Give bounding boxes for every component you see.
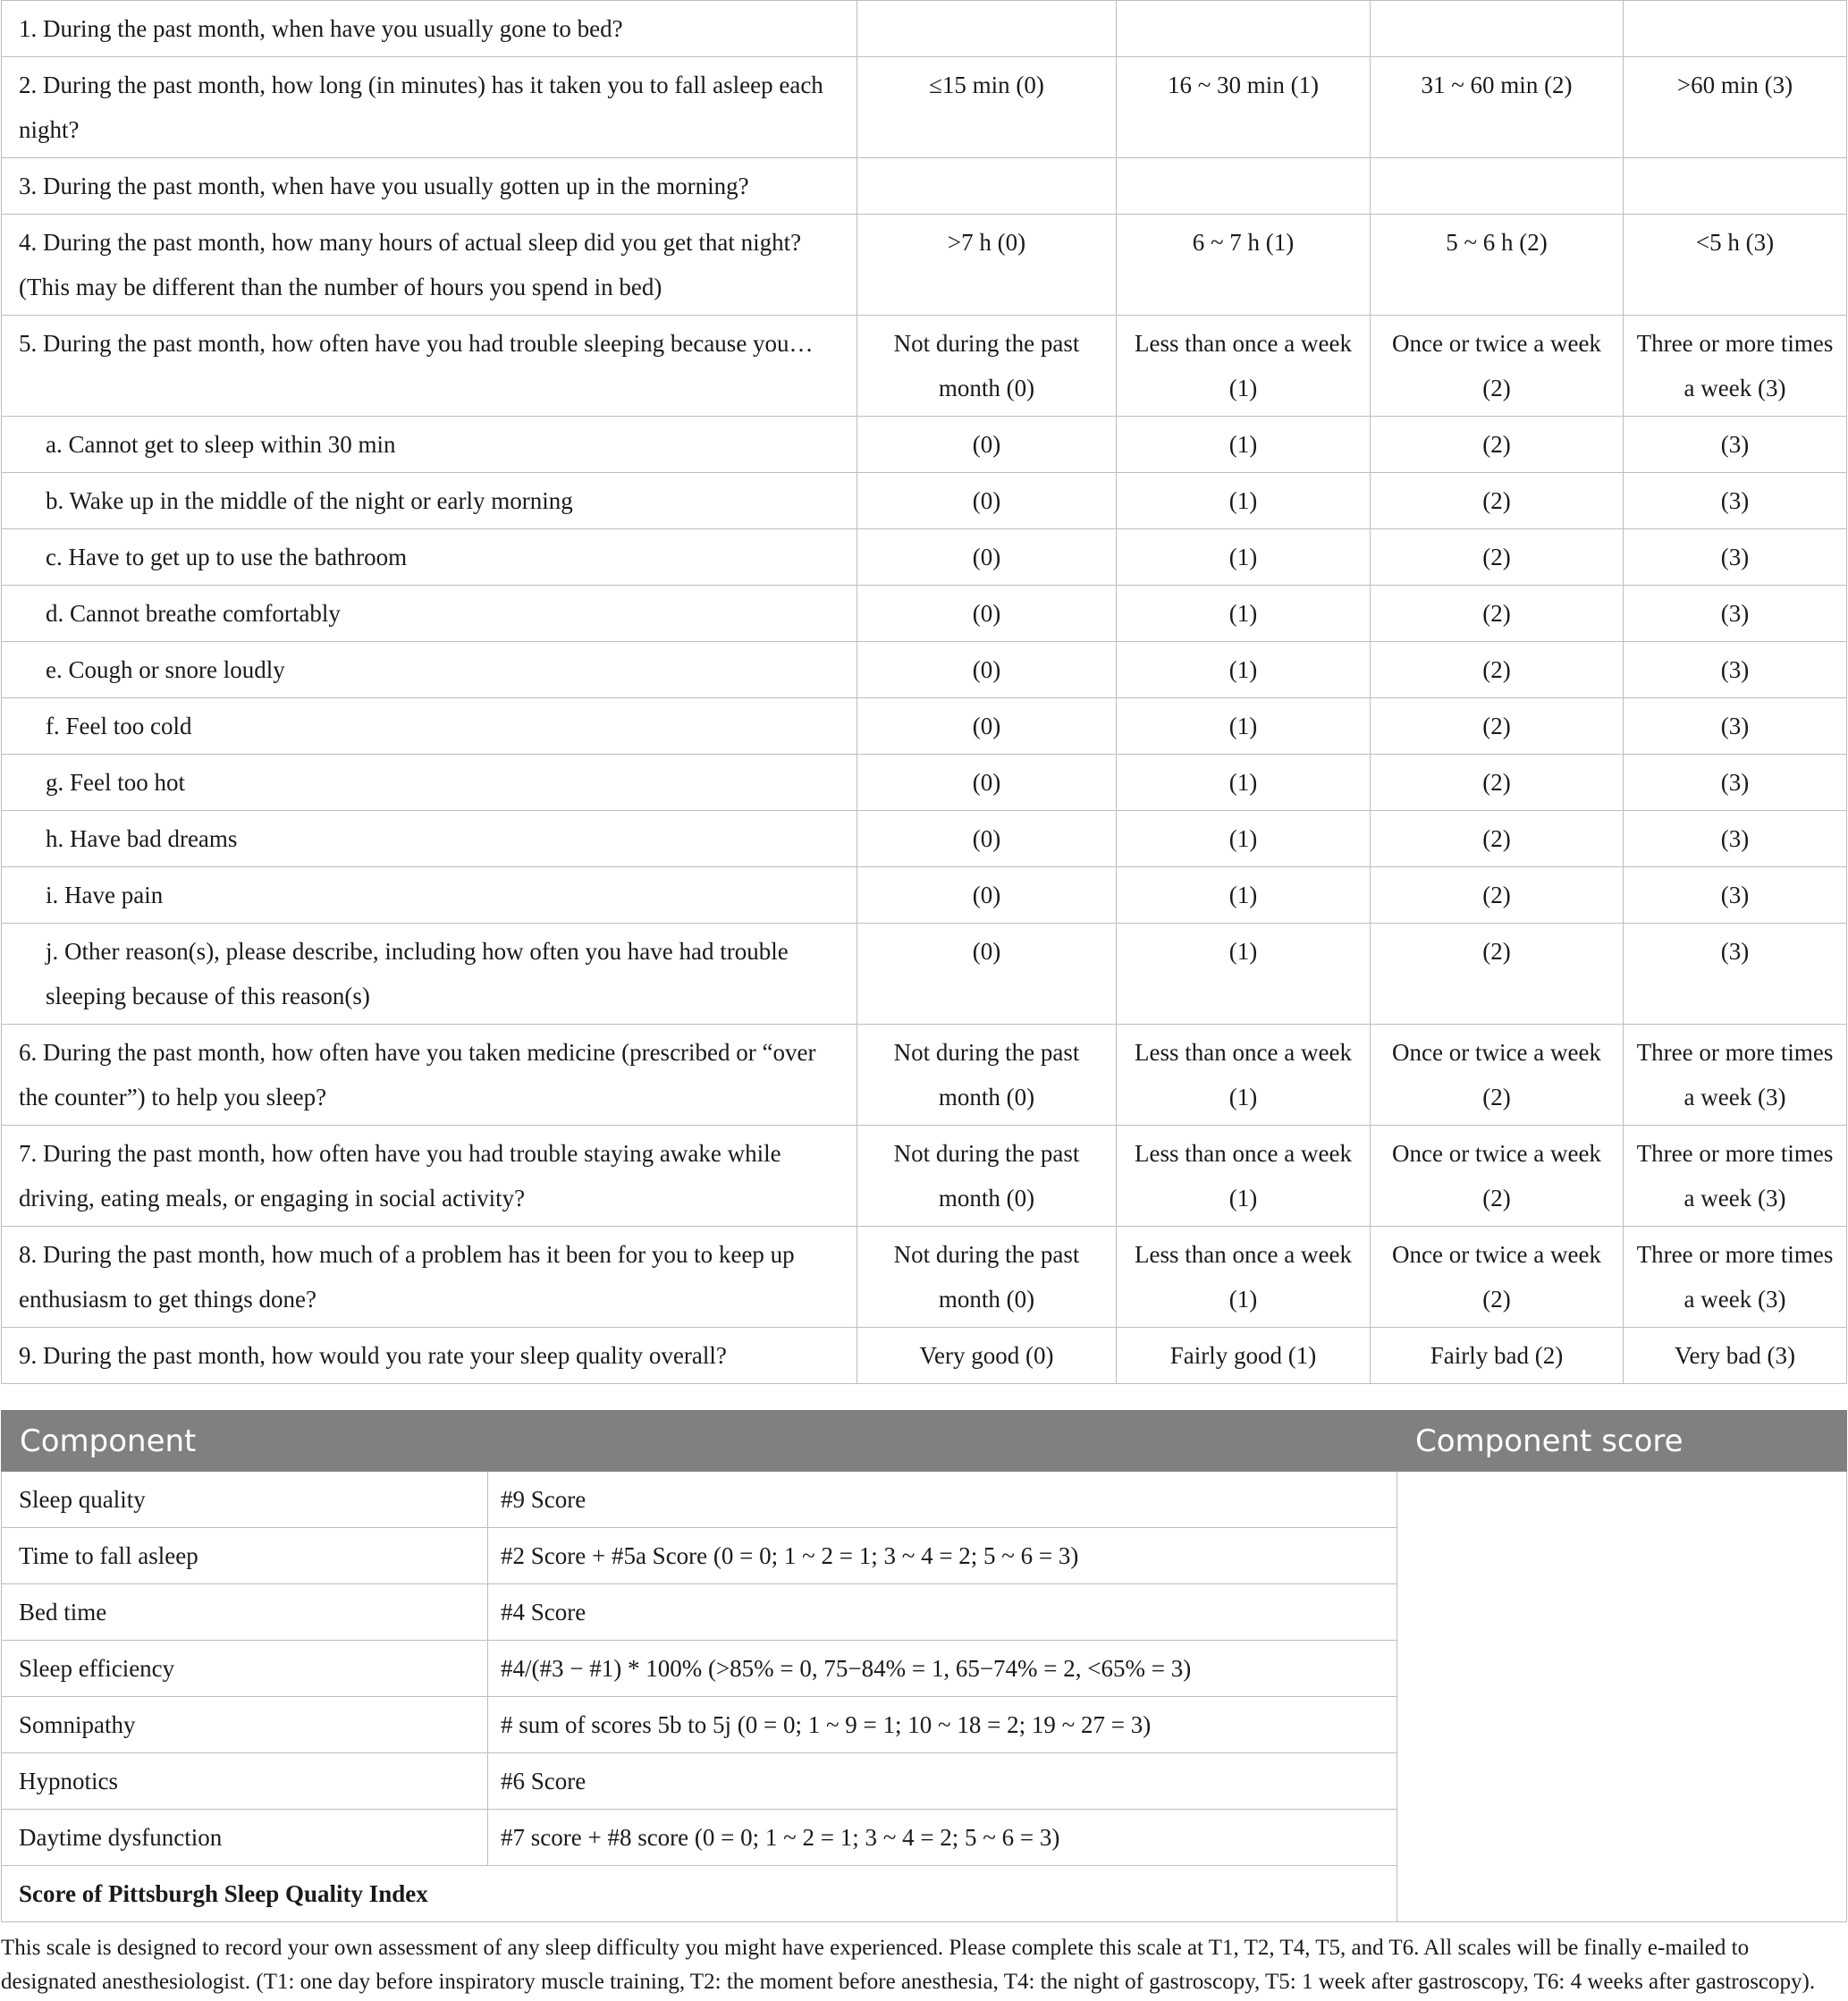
answer-option: (2) xyxy=(1371,811,1624,867)
answer-option: Once or twice a week (2) xyxy=(1371,1025,1624,1126)
question-text: h. Have bad dreams xyxy=(2,811,857,867)
answer-option: Not during the past month (0) xyxy=(857,1126,1117,1227)
component-name: Sleep quality xyxy=(2,1472,488,1528)
answer-option: (1) xyxy=(1117,924,1371,1025)
answer-option xyxy=(1624,1,1847,57)
question-row xyxy=(2,1126,1847,1227)
answer-option: Less than once a week (1) xyxy=(1117,1025,1371,1126)
scoring-row xyxy=(2,1472,1847,1528)
answer-option xyxy=(1371,1,1624,57)
answer-option: (2) xyxy=(1371,867,1624,924)
answer-option xyxy=(857,1,1117,57)
scoring-method: #7 score + #8 score (0 = 0; 1 ~ 2 = 1; 3 ~ 4 = 2; 5 ~ 6 = 3) xyxy=(488,1810,1397,1866)
question-text: e. Cough or snore loudly xyxy=(2,642,857,698)
answer-option: (2) xyxy=(1371,417,1624,473)
question-text: f. Feel too cold xyxy=(2,698,857,755)
question-row xyxy=(2,1227,1847,1328)
answer-option: <5 h (3) xyxy=(1624,215,1847,316)
footnote: This scale is designed to record your own assessment of any sleep difficulty you might have experienced. Please complete this scale at T1, T2, T4, T5, and T6. All scales will be finally e-mailed to designated anesthesiologist. (T1: one day before inspiratory muscle training, T2: the moment before anesthesia, T4: the night of gastroscopy, T5: 1 week after gastroscopy, T6: 4 weeks after gastroscopy). xyxy=(1,1936,1816,1994)
answer-option: (0) xyxy=(857,586,1117,642)
scoring-method: #4 Score xyxy=(488,1584,1397,1641)
answer-option: (0) xyxy=(857,529,1117,586)
question-row xyxy=(2,698,1847,755)
answer-option: (2) xyxy=(1371,642,1624,698)
answer-option: (3) xyxy=(1624,698,1847,755)
answer-option: (2) xyxy=(1371,755,1624,811)
answer-option: Once or twice a week (2) xyxy=(1371,316,1624,417)
answer-option: (2) xyxy=(1371,529,1624,586)
answer-option: (0) xyxy=(857,811,1117,867)
answer-option: >7 h (0) xyxy=(857,215,1117,316)
question-row xyxy=(2,158,1847,215)
question-text: g. Feel too hot xyxy=(2,755,857,811)
question-text: 7. During the past month, how often have you had trouble staying awake while driving, eating meals, or engaging in social activity? xyxy=(2,1126,857,1227)
component-score-header: Component score xyxy=(1397,1411,1847,1472)
answer-option: Once or twice a week (2) xyxy=(1371,1227,1624,1328)
answer-option: (3) xyxy=(1624,924,1847,1025)
question-row xyxy=(2,867,1847,924)
answer-option: Less than once a week (1) xyxy=(1117,316,1371,417)
answer-option: Fairly good (1) xyxy=(1117,1328,1371,1384)
answer-option: Three or more times a week (3) xyxy=(1624,1227,1847,1328)
answer-option: (2) xyxy=(1371,698,1624,755)
scoring-header-row xyxy=(2,1411,1847,1472)
answer-option: 5 ~ 6 h (2) xyxy=(1371,215,1624,316)
answer-option: (2) xyxy=(1371,473,1624,529)
answer-option: Fairly bad (2) xyxy=(1371,1328,1624,1384)
psqi-total-label: Score of Pittsburgh Sleep Quality Index xyxy=(2,1866,1397,1922)
answer-option: Three or more times a week (3) xyxy=(1624,1025,1847,1126)
answer-option xyxy=(1371,158,1624,215)
question-text: 2. During the past month, how long (in minutes) has it taken you to fall asleep each night? xyxy=(2,57,857,158)
question-text: 8. During the past month, how much of a problem has it been for you to keep up enthusiasm to get things done? xyxy=(2,1227,857,1328)
answer-option: (3) xyxy=(1624,811,1847,867)
answer-option: (1) xyxy=(1117,698,1371,755)
answer-option: (1) xyxy=(1117,529,1371,586)
component-name: Hypnotics xyxy=(2,1753,488,1810)
answer-option: Not during the past month (0) xyxy=(857,1227,1117,1328)
answer-option: 16 ~ 30 min (1) xyxy=(1117,57,1371,158)
answer-option: (0) xyxy=(857,755,1117,811)
question-text: j. Other reason(s), please describe, including how often you have had trouble sleeping because of this reason(s) xyxy=(2,924,857,1025)
question-text: 1. During the past month, when have you usually gone to bed? xyxy=(2,1,857,57)
question-row xyxy=(2,811,1847,867)
answer-option: (0) xyxy=(857,867,1117,924)
answer-option: (3) xyxy=(1624,529,1847,586)
component-name: Bed time xyxy=(2,1584,488,1641)
answer-option: (3) xyxy=(1624,755,1847,811)
answer-option: (3) xyxy=(1624,586,1847,642)
component-header: Component xyxy=(2,1411,488,1472)
question-row xyxy=(2,1,1847,57)
question-row xyxy=(2,924,1847,1025)
component-name: Time to fall asleep xyxy=(2,1528,488,1584)
answer-option: ≤15 min (0) xyxy=(857,57,1117,158)
scoring-method: # sum of scores 5b to 5j (0 = 0; 1 ~ 9 = 1; 10 ~ 18 = 2; 19 ~ 27 = 3) xyxy=(488,1697,1397,1753)
questionnaire-table xyxy=(1,0,1847,1384)
answer-option: Very bad (3) xyxy=(1624,1328,1847,1384)
answer-option: (0) xyxy=(857,924,1117,1025)
answer-option: Not during the past month (0) xyxy=(857,1025,1117,1126)
question-row xyxy=(2,1025,1847,1126)
answer-option: (1) xyxy=(1117,811,1371,867)
question-text: a. Cannot get to sleep within 30 min xyxy=(2,417,857,473)
answer-option: (2) xyxy=(1371,924,1624,1025)
answer-option: (1) xyxy=(1117,642,1371,698)
scoring-method: #9 Score xyxy=(488,1472,1397,1528)
question-row xyxy=(2,215,1847,316)
answer-option: 31 ~ 60 min (2) xyxy=(1371,57,1624,158)
question-text: 6. During the past month, how often have you taken medicine (prescribed or “over the counter”) to help you sleep? xyxy=(2,1025,857,1126)
scoring-method: #2 Score + #5a Score (0 = 0; 1 ~ 2 = 1; 3 ~ 4 = 2; 5 ~ 6 = 3) xyxy=(488,1528,1397,1584)
component-name: Sleep efficiency xyxy=(2,1641,488,1697)
scoring-method: #6 Score xyxy=(488,1753,1397,1810)
answer-option: (2) xyxy=(1371,586,1624,642)
answer-option: Three or more times a week (3) xyxy=(1624,316,1847,417)
answer-option: (0) xyxy=(857,417,1117,473)
answer-option xyxy=(1117,1,1371,57)
component-name: Daytime dysfunction xyxy=(2,1810,488,1866)
scoring-table xyxy=(1,1410,1847,1922)
answer-option: (1) xyxy=(1117,473,1371,529)
component-score-cell xyxy=(1397,1472,1847,1922)
answer-option: (1) xyxy=(1117,586,1371,642)
question-row xyxy=(2,417,1847,473)
answer-option: (1) xyxy=(1117,417,1371,473)
answer-option: Three or more times a week (3) xyxy=(1624,1126,1847,1227)
answer-option: (1) xyxy=(1117,867,1371,924)
question-row xyxy=(2,642,1847,698)
answer-option: Very good (0) xyxy=(857,1328,1117,1384)
answer-option: (0) xyxy=(857,473,1117,529)
answer-option xyxy=(1624,158,1847,215)
answer-option xyxy=(1117,158,1371,215)
question-row xyxy=(2,1328,1847,1384)
question-text: 4. During the past month, how many hours of actual sleep did you get that night? (This may be different than the number of hours you spend in bed) xyxy=(2,215,857,316)
question-row xyxy=(2,316,1847,417)
question-row xyxy=(2,473,1847,529)
question-text: i. Have pain xyxy=(2,867,857,924)
answer-option: Less than once a week (1) xyxy=(1117,1227,1371,1328)
question-text: b. Wake up in the middle of the night or early morning xyxy=(2,473,857,529)
answer-option: Once or twice a week (2) xyxy=(1371,1126,1624,1227)
answer-option: (0) xyxy=(857,698,1117,755)
answer-option: 6 ~ 7 h (1) xyxy=(1117,215,1371,316)
answer-option xyxy=(857,158,1117,215)
answer-option: (1) xyxy=(1117,755,1371,811)
question-text: 5. During the past month, how often have you had trouble sleeping because you… xyxy=(2,316,857,417)
question-row xyxy=(2,586,1847,642)
scoring-method: #4/(#3 − #1) * 100% (>85% = 0, 75−84% = 1, 65−74% = 2, <65% = 3) xyxy=(488,1641,1397,1697)
question-row xyxy=(2,529,1847,586)
answer-option: (0) xyxy=(857,642,1117,698)
method-header xyxy=(488,1411,1397,1472)
component-name: Somnipathy xyxy=(2,1697,488,1753)
answer-option: >60 min (3) xyxy=(1624,57,1847,158)
question-text: 9. During the past month, how would you rate your sleep quality overall? xyxy=(2,1328,857,1384)
question-text: c. Have to get up to use the bathroom xyxy=(2,529,857,586)
answer-option: Not during the past month (0) xyxy=(857,316,1117,417)
answer-option: (3) xyxy=(1624,642,1847,698)
question-row xyxy=(2,755,1847,811)
question-text: 3. During the past month, when have you usually gotten up in the morning? xyxy=(2,158,857,215)
question-row xyxy=(2,57,1847,158)
answer-option: (3) xyxy=(1624,867,1847,924)
question-text: d. Cannot breathe comfortably xyxy=(2,586,857,642)
answer-option: Less than once a week (1) xyxy=(1117,1126,1371,1227)
answer-option: (3) xyxy=(1624,417,1847,473)
answer-option: (3) xyxy=(1624,473,1847,529)
